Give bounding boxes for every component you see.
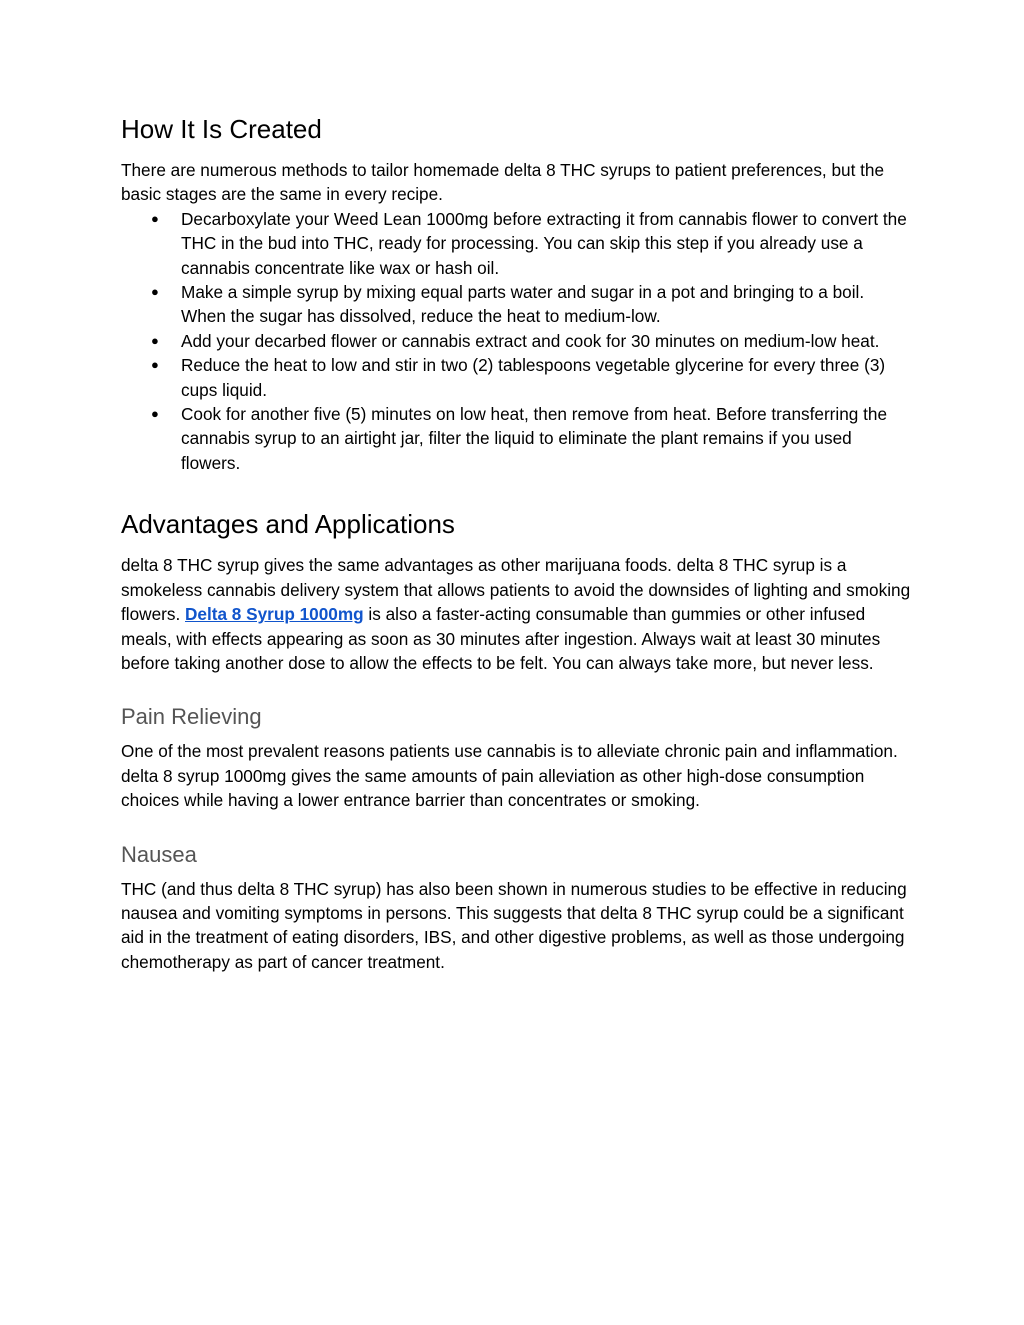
heading-pain-relieving: Pain Relieving bbox=[121, 704, 262, 730]
bullet-icon: ● bbox=[151, 210, 159, 226]
document-page bbox=[121, 112, 911, 974]
heading-nausea: Nausea bbox=[121, 841, 197, 867]
heading-how-it-is-created: How It Is Created bbox=[121, 114, 322, 144]
step-text: Reduce the heat to low and stir in two (2) tablespoons vegetable glycerine for every three (3) cups liquid. bbox=[181, 355, 886, 400]
list-item bbox=[121, 280, 911, 329]
pain-relieving-paragraph: One of the most prevalent reasons patients use cannabis is to alleviate chronic pain and inflammation. delta 8 syrup 1000mg gives the same amounts of pain alleviation as other high-dose consumption choices while having a lower entrance barrier than concentrates or smoking. bbox=[121, 741, 898, 811]
list-item bbox=[121, 402, 911, 475]
list-item bbox=[121, 353, 911, 402]
step-text: Make a simple syrup by mixing equal parts water and sugar in a pot and bringing to a boil. When the sugar has dissolved, reduce the heat to medium-low. bbox=[181, 282, 865, 327]
advantages-text-end: is also a faster-acting consumable than gummies or other infused meals, with effects appearing as soon as 30 minutes after ingestion. Always wait at least 30 minutes before taking another dose to allow the effects to be felt. You can always take more, but never less. bbox=[121, 604, 881, 673]
intro-paragraph: There are numerous methods to tailor homemade delta 8 THC syrups to patient preferences, but the basic stages are the same in every recipe. bbox=[121, 160, 885, 205]
list-item bbox=[121, 207, 911, 280]
bullet-icon: ● bbox=[151, 284, 159, 300]
advantages-paragraph bbox=[121, 553, 911, 675]
bullet-icon: ● bbox=[151, 406, 159, 422]
heading-advantages-and-applications: Advantages and Applications bbox=[121, 509, 455, 540]
list-item bbox=[121, 329, 911, 353]
step-text: Add your decarbed flower or cannabis extract and cook for 30 minutes on medium-low heat. bbox=[181, 330, 880, 351]
step-text: Decarboxylate your Weed Lean 1000mg before extracting it from cannabis flower to convert the THC in the bud into THC, ready for processing. You can skip this step if you already use a cannabis concentrate like wax or hash oil. bbox=[181, 208, 907, 278]
nausea-paragraph: THC (and thus delta 8 THC syrup) has also been shown in numerous studies to be effective in reducing nausea and vomiting symptoms in persons. This suggests that delta 8 THC syrup could be a significant aid in the treatment of eating disorders, IBS, and other digestive problems, as well as those undergoing chemotherapy as part of cancer treatment. bbox=[121, 878, 907, 972]
bullet-icon: ● bbox=[151, 357, 159, 373]
bullet-icon: ● bbox=[151, 332, 159, 348]
step-text: Cook for another five (5) minutes on low heat, then remove from heat. Before transferring the cannabis syrup to an airtight jar, filter the liquid to eliminate the plant remains if you used flowers. bbox=[181, 404, 887, 473]
advantages-text-start: delta 8 THC syrup gives the same advantages as other marijuana foods. delta 8 THC syrup is a smokeless cannabis delivery system that allows patients to avoid the downsides of lighting and smoking flowers. bbox=[121, 555, 911, 625]
delta-8-syrup-link[interactable]: Delta 8 Syrup 1000mg bbox=[185, 604, 364, 625]
steps-list bbox=[121, 207, 911, 475]
